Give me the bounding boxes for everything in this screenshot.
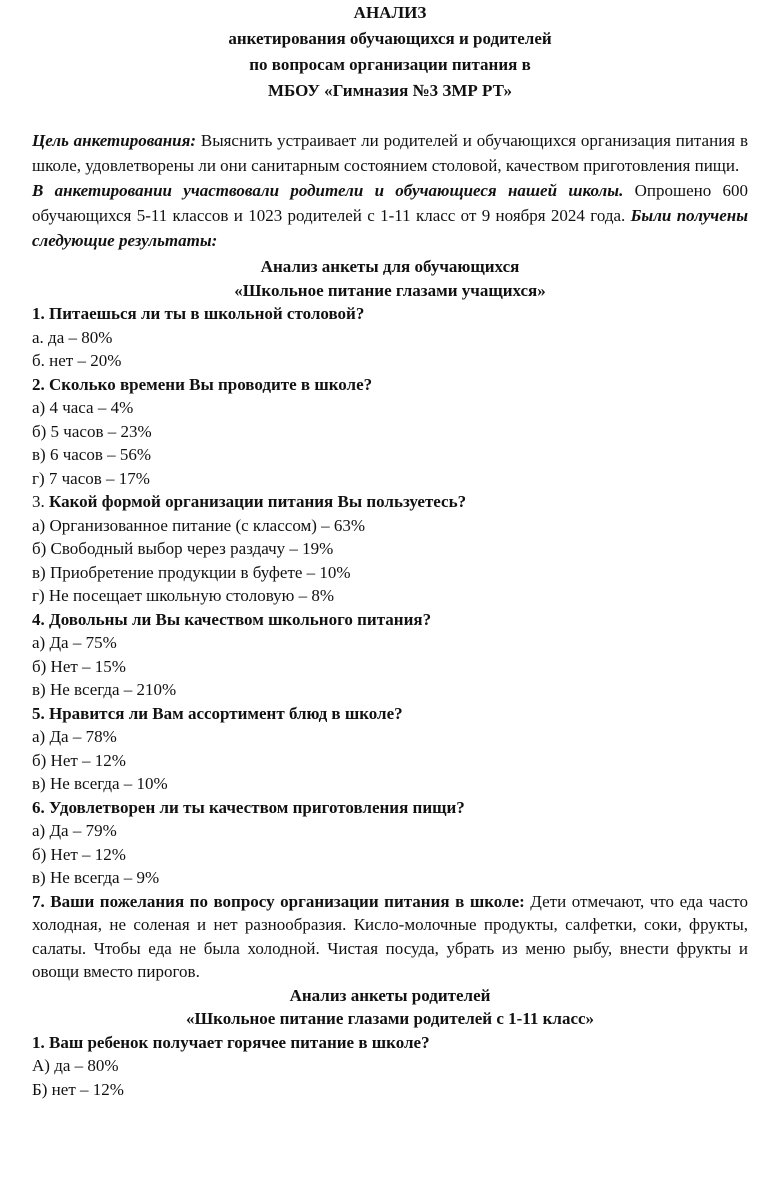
parents-subheading: «Школьное питание глазами родителей с 1-11 класс» [185,1009,595,1028]
wishes-lead: 7. Ваши пожелания по вопросу организации питания в школе: [32,891,525,911]
answer-option: а) Да – 78% [32,727,117,746]
answer-option: а) 4 часа – 4% [32,398,134,417]
results-lead: Были получены следующие результаты: [32,206,748,250]
answer-option: б) Нет – 12% [32,750,126,770]
answer-option: б) 5 часов – 23% [32,421,152,441]
title-line: по вопросам организации питания в [249,55,531,74]
question-text: 4. Довольны ли Вы качеством школьного питания? [32,609,432,629]
participants-lead: В анкетировании участвовали родители и обучающиеся нашей школы. [32,181,624,200]
wishes-text: Дети отмечают, что еда часто холодная, не соленая и нет разнообразия. Кисло-молочные продукты, салфетки, соки, фрукты, салаты. Чтобы еда не была холодной. Чистая посуда, убрать из меню рыбу, внести фрукты и овощи вместо пирогов. [32,891,748,981]
title-line: анкетирования обучающихся и родителей [228,29,552,48]
question-text: Какой формой организации питания Вы пользуетесь? [49,492,467,511]
wishes-paragraph [32,890,748,984]
answer-option: г) Не посещает школьную столовую – 8% [32,586,334,605]
document-page [32,0,748,1101]
question-text: 5. Нравится ли Вам ассортимент блюд в школе? [32,703,403,723]
answer-option: а) Да – 79% [32,821,117,840]
question [32,608,748,632]
answer-option: в) Не всегда – 9% [32,868,160,887]
answer-option: г) 7 часов – 17% [32,468,150,488]
title-line: АНАЛИЗ [353,3,427,22]
participants-paragraph [32,178,748,253]
parents-heading: Анализ анкеты родителей [289,985,491,1005]
answer-option: Б) нет – 12% [32,1079,124,1099]
students-questions [32,302,748,890]
parents-questions [32,1031,748,1102]
participants-text: Опрошено 600 обучающихся 5-11 классов и 1023 родителей с 1-11 класс от 9 ноября 2024 года. [32,181,748,225]
answer-option: А) да – 80% [32,1056,119,1075]
question [32,490,748,514]
answer-option: б) Нет – 15% [32,656,126,676]
answer-option: в) 6 часов – 56% [32,445,152,464]
students-heading: Анализ анкеты для обучающихся [260,257,520,276]
goal-lead: Цель анкетирования: [32,131,197,150]
question [32,702,748,726]
answer-option: а) Да – 75% [32,633,117,652]
question-text: 1. Питаешься ли ты в школьной столовой? [32,304,365,323]
question-text: 1. Ваш ребенок получает горячее питание в школе? [32,1032,430,1052]
answer-option: а. да – 80% [32,327,113,347]
question-text: 6. Удовлетворен ли ты качеством приготовления пищи? [32,797,465,817]
answer-option: в) Приобретение продукции в буфете – 10% [32,562,351,582]
question [32,373,748,397]
answer-option: б) Свободный выбор через раздачу – 19% [32,539,334,558]
question-number: 3. [32,492,49,511]
document-title [32,0,748,104]
question [32,796,748,820]
title-line: МБОУ «Гимназия №3 ЗМР РТ» [267,81,513,100]
answer-option: в) Не всегда – 210% [32,680,177,699]
question [32,302,748,326]
students-subheading: «Школьное питание глазами учащихся» [234,280,546,300]
answer-option: в) Не всегда – 10% [32,774,168,793]
goal-paragraph [32,128,748,178]
question-text: 2. Сколько времени Вы проводите в школе? [32,374,373,394]
question [32,1031,748,1055]
goal-text: Выяснить устраивает ли родителей и обучающихся организация питания в школе, удовлетворены ли они санитарным состоянием столовой, качеством приготовления пищи. [32,131,748,175]
answer-option: а) Организованное питание (с классом) – 63% [32,515,366,535]
answer-option: б) Нет – 12% [32,844,126,864]
answer-option: б. нет – 20% [32,351,122,370]
